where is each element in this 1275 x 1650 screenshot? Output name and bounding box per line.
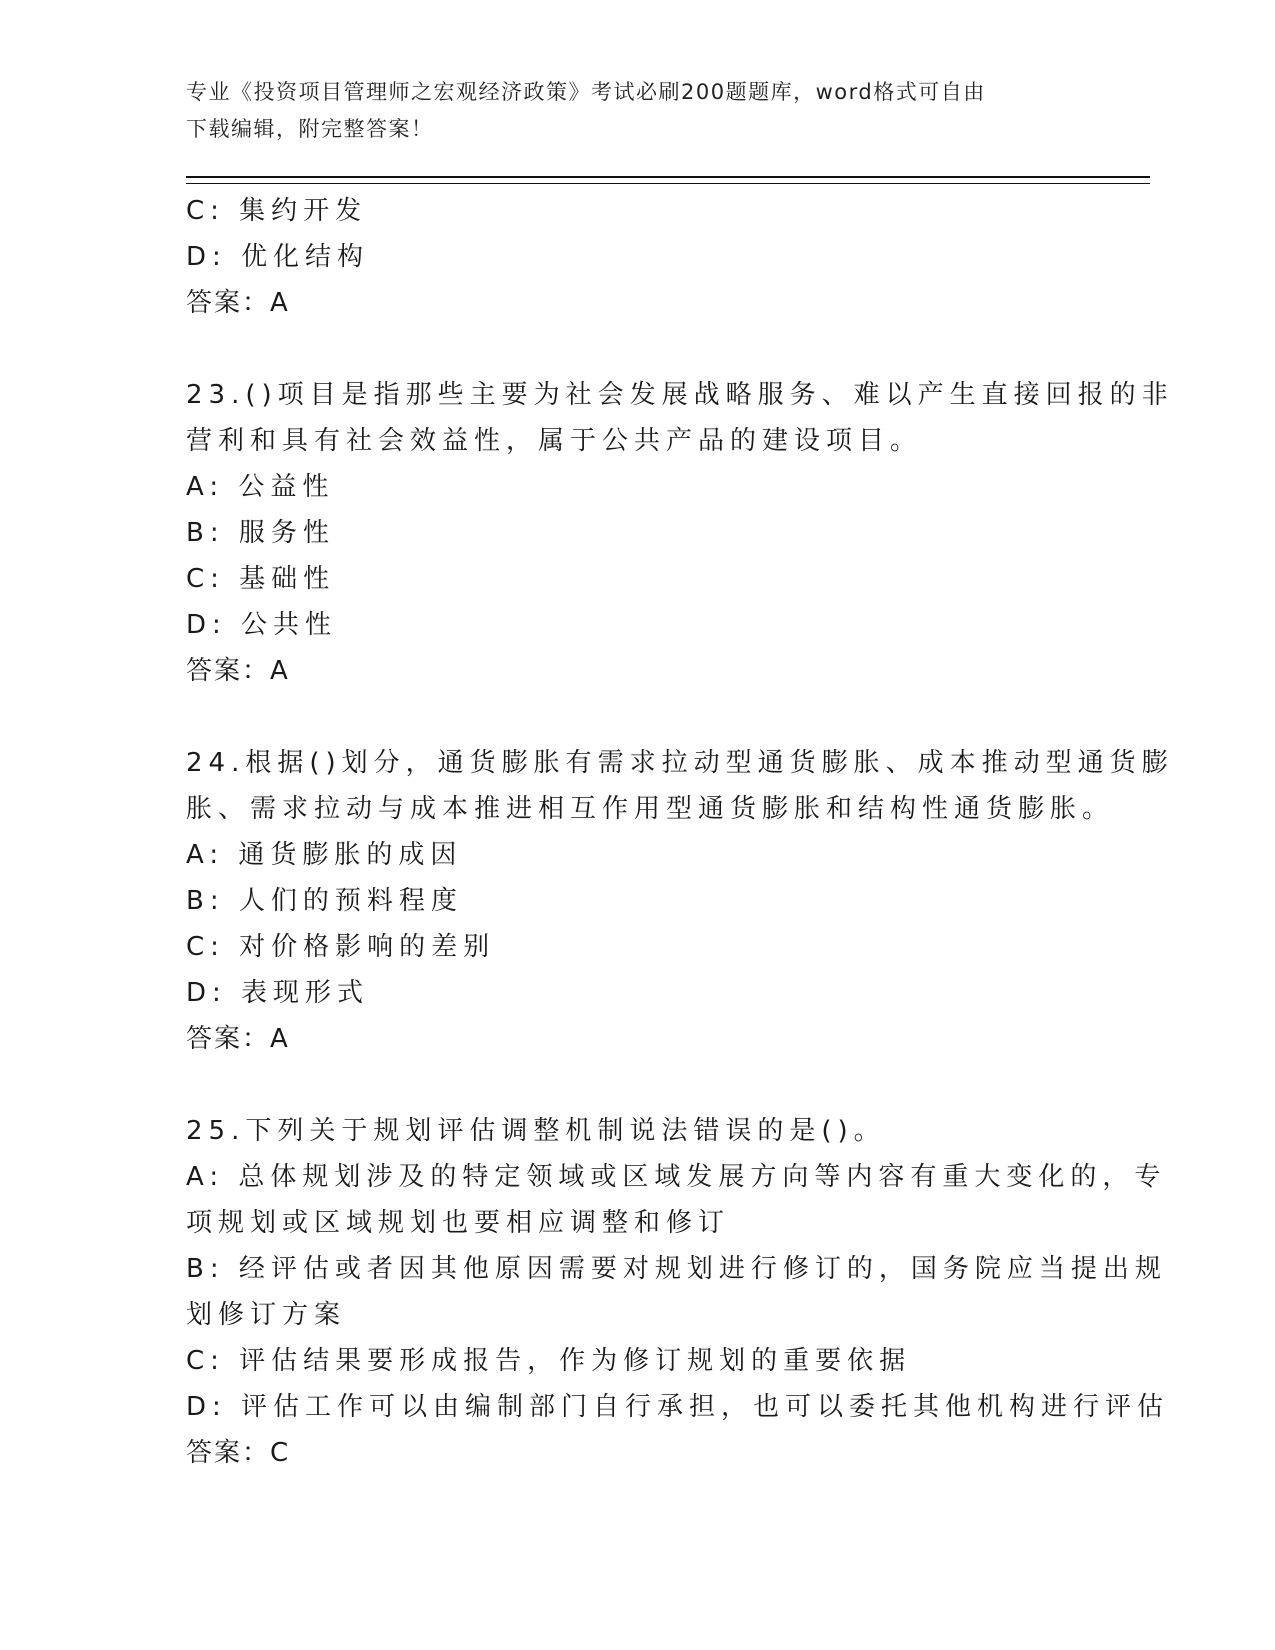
question-list: [186, 188, 1174, 1476]
option-b: B: 人们的预料程度: [186, 886, 463, 916]
option-d: D: 表现形式: [186, 978, 370, 1008]
option-d: D: 公共性: [186, 610, 338, 640]
option-a: A: 公益性: [186, 472, 335, 502]
option-d: D: 评估工作可以由编制部门自行承担，也可以委托其他机构进行评估: [186, 1392, 1170, 1422]
question-stem-line: 23.()项目是指那些主要为社会发展战略服务、难以产生直接回报的非: [186, 380, 1174, 410]
header-line-1: 专业《投资项目管理师之宏观经济政策》考试必刷200题题库，word格式可自由: [186, 80, 986, 104]
option-d: D: 优化结构: [186, 242, 370, 272]
header-line-2: 下载编辑，附完整答案！: [186, 117, 434, 141]
document-header: [186, 74, 1066, 148]
question-24: [186, 740, 1174, 1062]
question-stem: 25.下列关于规划评估调整机制说法错误的是()。: [186, 1116, 886, 1146]
option-b-line: B: 经评估或者因其他原因需要对规划进行修订的，国务院应当提出规: [186, 1254, 1167, 1284]
answer: 答案：A: [186, 656, 290, 686]
option-c: C: 集约开发: [186, 196, 368, 226]
answer: 答案：A: [186, 288, 290, 318]
question-stem-line: 胀、需求拉动与成本推进相互作用型通货膨胀和结构性通货膨胀。: [186, 794, 1115, 824]
question-22: [186, 188, 1076, 326]
header-rule-thin: [186, 183, 1150, 184]
header-rule-thick: [186, 176, 1150, 178]
question-stem-line: 24.根据()划分，通货膨胀有需求拉动型通货膨胀、成本推动型通货膨: [186, 748, 1174, 778]
answer: 答案：C: [186, 1438, 291, 1468]
question-stem-line: 营利和具有社会效益性，属于公共产品的建设项目。: [186, 426, 923, 456]
option-a-line: A: 总体规划涉及的特定领域或区域发展方向等内容有重大变化的，专: [186, 1162, 1167, 1192]
option-b-line: 划修订方案: [186, 1300, 347, 1330]
option-a: A: 通货膨胀的成因: [186, 840, 463, 870]
option-c: C: 基础性: [186, 564, 336, 594]
question-23: [186, 372, 1174, 694]
question-25: [186, 1108, 1170, 1476]
option-c: C: 对价格影响的差别: [186, 932, 496, 962]
option-c: C: 评估结果要形成报告，作为修订规划的重要依据: [186, 1346, 912, 1376]
option-b: B: 服务性: [186, 518, 335, 548]
option-a-line: 项规划或区域规划也要相应调整和修订: [186, 1208, 731, 1238]
answer: 答案：A: [186, 1024, 290, 1054]
